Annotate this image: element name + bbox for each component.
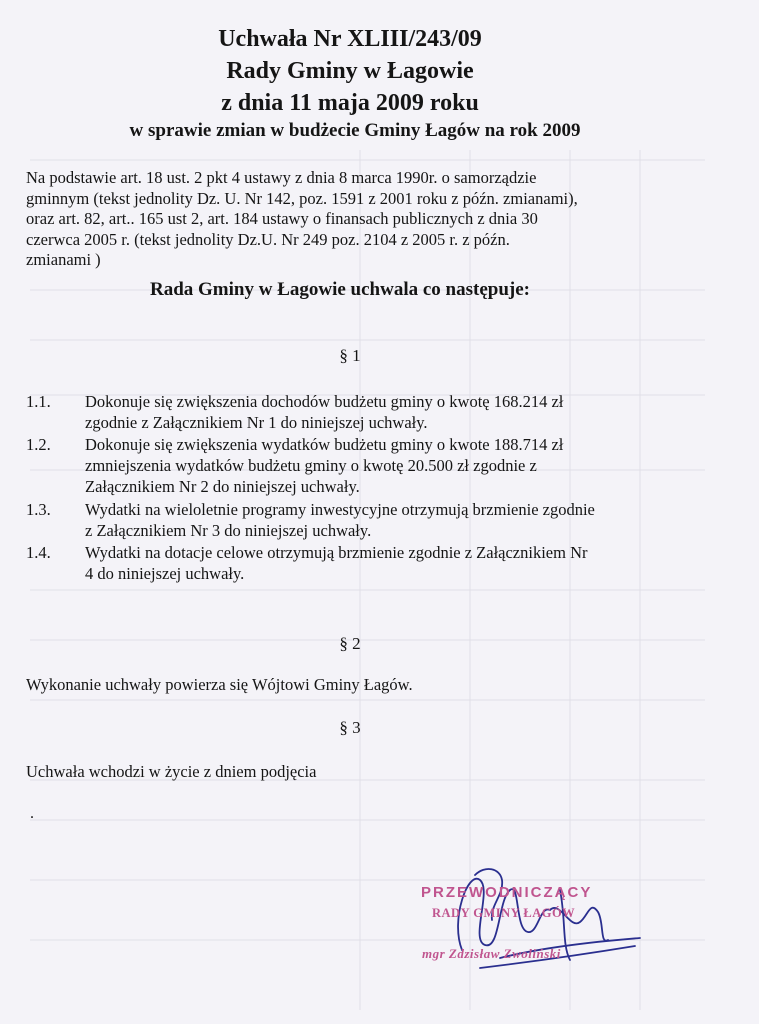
legal-basis-paragraph [26,168,673,271]
clause-number: 1.1. [26,392,51,411]
clause-line: Wydatki na dotacje celowe otrzymują brzmienie zgodnie z Załącznikiem Nr [85,543,588,562]
legal-basis-line: gminnym (tekst jednolity Dz. U. Nr 142, poz. 1591 z 2001 roku z późn. zmianami), [26,188,578,208]
clause-number: 1.2. [26,435,51,454]
clause-line: Dokonuje się zwiększenia wydatków budżetu gminy o kwote 188.714 zł [85,435,564,454]
clause-number: 1.4. [26,543,51,562]
section-2-mark: § 2 [339,634,361,653]
stamp-council: RADY GMINY ŁAGÓW [432,906,576,920]
resolution-date: z dnia 11 maja 2009 roku [221,90,479,116]
clause-line: Wydatki na wieloletnie programy inwestycyjne otrzymują brzmienie zgodnie [85,500,595,519]
legal-basis-line: Na podstawie art. 18 ust. 2 pkt 4 ustawy z dnia 8 marca 1990r. o samorządzie [26,168,537,187]
clause-line: zmniejszenia wydatków budżetu gminy o kwotę 20.500 zł zgodnie z [85,456,537,475]
legal-basis-line: czerwca 2005 r. (tekst jednolity Dz.U. Nr 249 poz. 2104 z 2005 r. z późn. [26,229,510,249]
resolution-subject: w sprawie zmian w budżecie Gminy Łagów na rok 2009 [129,120,581,141]
legal-basis-line: zmianami ) [26,250,101,270]
resolution-number: Uchwała Nr XLIII/243/09 [218,26,482,52]
clause-line: z Załącznikiem Nr 3 do niniejszej uchwały. [85,521,372,540]
clause-line: zgodnie z Załącznikiem Nr 1 do niniejszej uchwały. [85,413,428,432]
section-2-text: Wykonanie uchwały powierza się Wójtowi Gminy Łagów. [26,675,413,694]
section-3-text: Uchwała wchodzi w życie z dniem podjęcia [26,762,317,781]
clause-line: Dokonuje się zwiększenia dochodów budżetu gminy o kwotę 168.214 zł [85,392,564,411]
stamp-name: mgr Zdzisław Zwoliński [422,946,561,961]
resolves-heading: Rada Gminy w Łagowie uchwala co następuje: [149,279,530,300]
clause-number: 1.3. [26,500,51,519]
clause-line: 4 do niniejszej uchwały. [85,564,245,583]
clause-line: Załącznikiem Nr 2 do niniejszej uchwały. [85,477,360,496]
legal-basis-line: oraz art. 82, art.. 165 ust 2, art. 184 ustawy o finansach publicznych z dnia 30 [26,209,538,229]
trailing-dot: . [30,805,34,822]
council-name: Rady Gminy w Łagowie [226,58,474,84]
stamp-title: PRZEWODNICZĄCY [421,884,593,901]
section-1-mark: § 1 [339,346,361,365]
section-3-mark: § 3 [339,718,361,737]
